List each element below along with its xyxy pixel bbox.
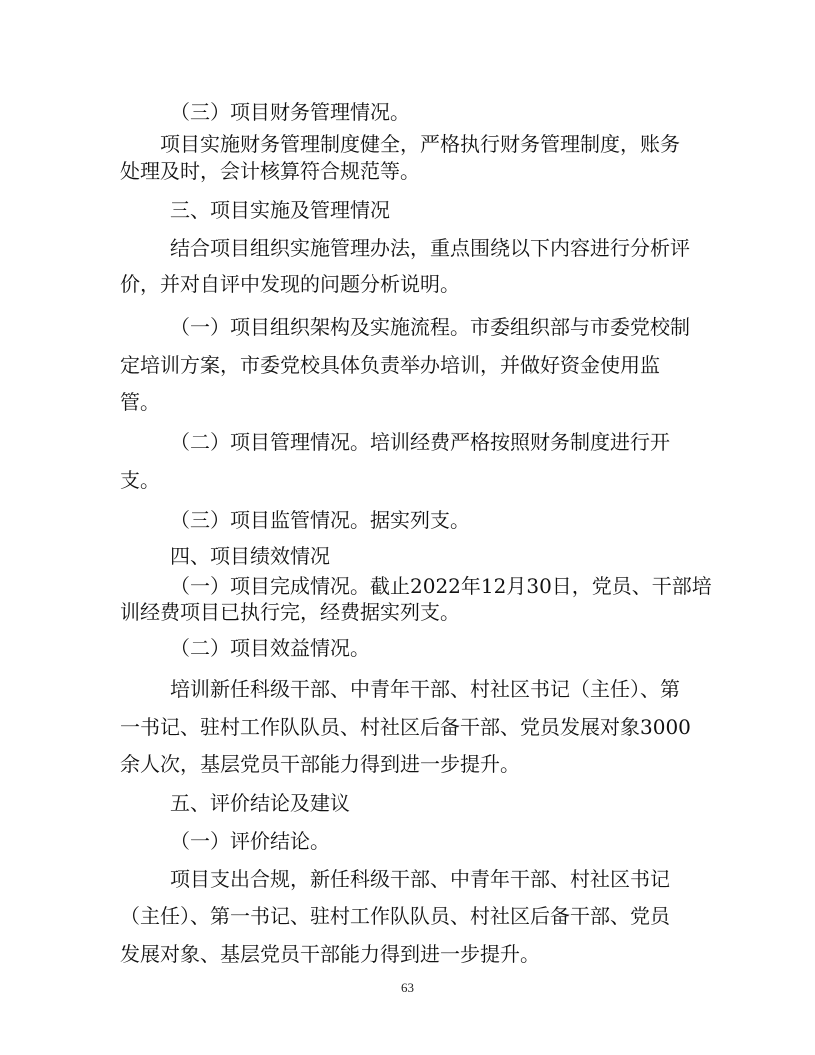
paragraph-line: （主任）、第一书记、驻村工作队队员、村社区后备干部、党员 [120,904,670,928]
paragraph-line: （三）项目监管情况。据实列支。 [170,508,470,532]
section-heading: 三、项目实施及管理情况 [170,198,390,222]
paragraph-line: 训经费项目已执行完，经费据实列支。 [120,600,460,624]
section-heading: 五、评价结论及建议 [170,791,350,815]
paragraph-line: 管。 [120,390,160,414]
paragraph-line: 余人次，基层党员干部能力得到进一步提升。 [120,752,520,776]
paragraph-line: 定培训方案，市委党校具体负责举办培训，并做好资金使用监 [120,353,660,377]
paragraph-line: 一书记、驻村工作队队员、村社区后备干部、党员发展对象3000 [120,715,691,739]
paragraph-line: （三）项目财务管理情况。 [170,100,410,124]
paragraph-line: （一）项目组织架构及实施流程。市委组织部与市委党校制 [170,315,690,339]
page-number: 63 [401,980,414,995]
section-heading: 四、项目绩效情况 [170,544,330,568]
paragraph-line: （一）项目完成情况。截止2022年12月30日，党员、干部培 [170,574,712,598]
paragraph-line: （二）项目管理情况。培训经费严格按照财务制度进行开 [170,430,670,454]
paragraph-line: 发展对象、基层党员干部能力得到进一步提升。 [120,942,540,966]
paragraph-line: （二）项目效益情况。 [170,636,370,660]
paragraph-line: 培训新任科级干部、中青年干部、村社区书记（主任）、第 [170,677,680,701]
paragraph-line: （一）评价结论。 [170,829,330,853]
paragraph-line: 价，并对自评中发现的问题分析说明。 [120,272,460,296]
paragraph-line: 项目支出合规，新任科级干部、中青年干部、村社区书记 [170,867,670,891]
paragraph-line: 处理及时，会计核算符合规范等。 [120,159,420,183]
paragraph-line: 结合项目组织实施管理办法，重点围绕以下内容进行分析评 [170,236,690,260]
paragraph-line: 项目实施财务管理制度健全，严格执行财务管理制度，账务 [160,132,680,156]
paragraph-line: 支。 [120,468,160,492]
